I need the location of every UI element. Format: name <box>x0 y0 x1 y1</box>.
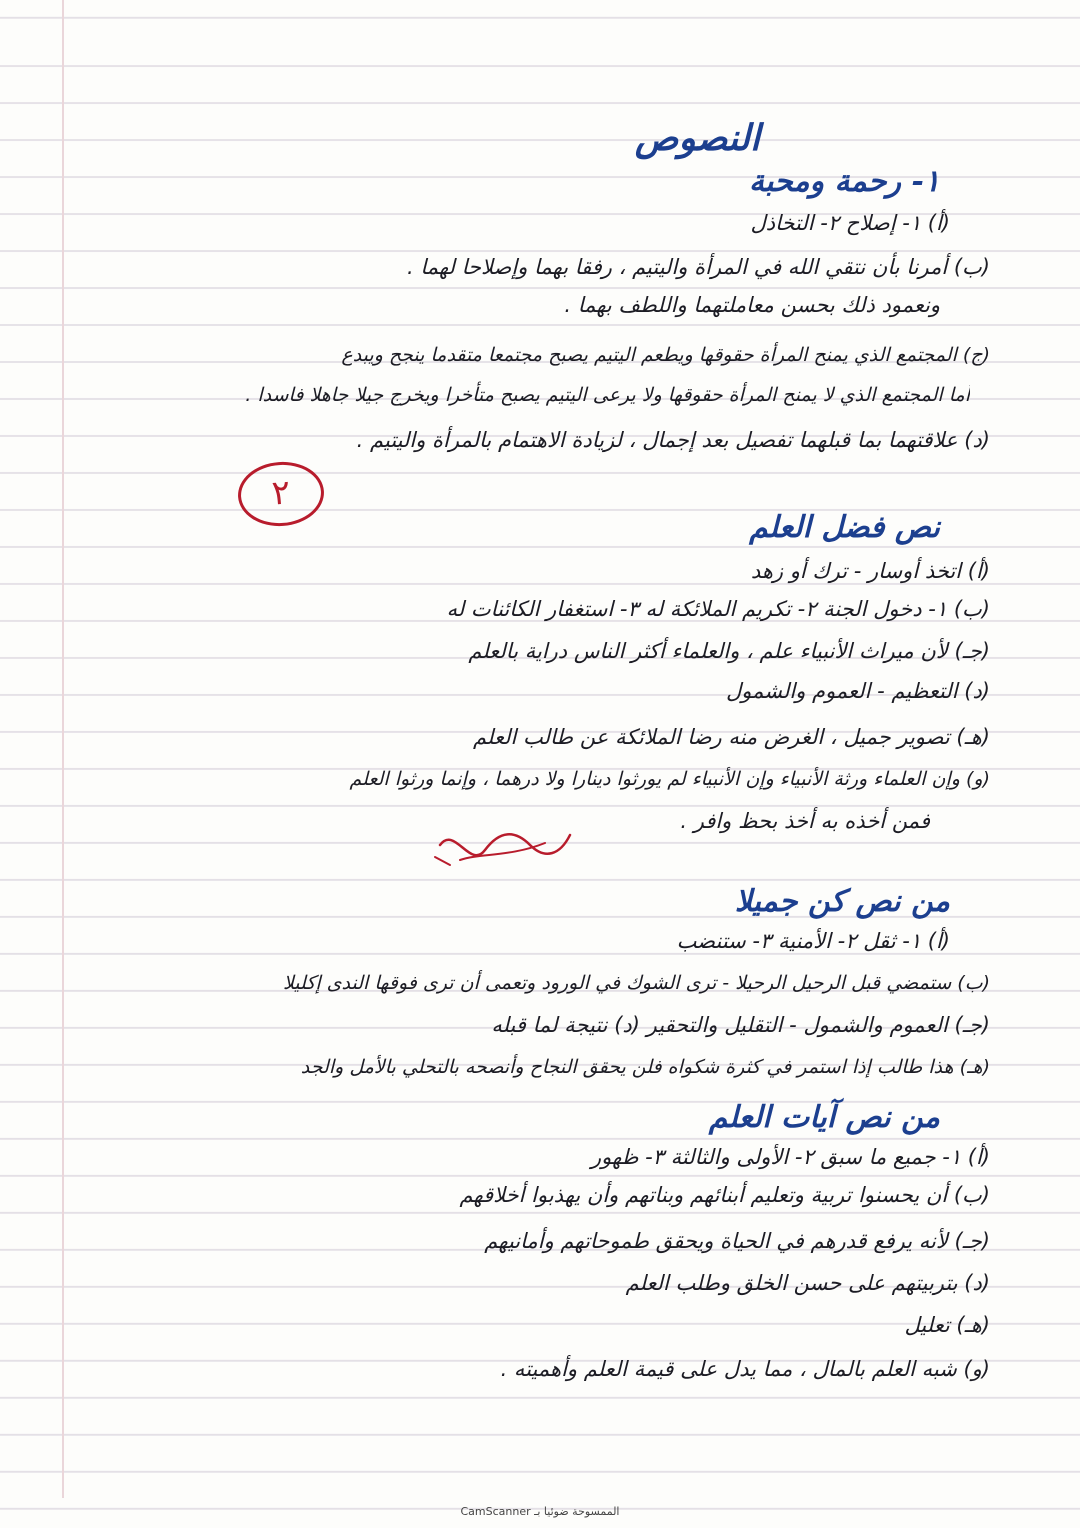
answer-line: ونعمود ذلك بحسن معاملتهما واللطف بهما . <box>564 293 940 317</box>
page-title: النصوص <box>634 117 760 159</box>
answer-line: (ب) ١- دخول الجنة ٢- تكريم الملائكة له ٣- استغفار الكائنات له <box>446 597 990 621</box>
answer-line: (و) شبه العلم بالمال ، مما يدل على قيمة العلم وأهميته . <box>500 1357 990 1381</box>
section-heading-4: من نص آيات العلم <box>708 1100 940 1135</box>
section-heading-1: ١- رحمة ومحبة <box>749 164 940 199</box>
answer-line: (ب) أمرنا بأن نتقي الله في المرأة واليتيم ، رفقا بهما وإصلاحا لهما . <box>406 255 990 279</box>
answer-line: (د) التعظيم - العموم والشمول <box>726 679 990 703</box>
answer-line: (أ) اتخذ أوسار - ترك أو زهد <box>750 559 990 583</box>
answer-line: (ب) ستمضي قبل الرحيل الرحيلا - ترى الشوك في الورود وتعمى أن ترى فوقها الندى إكليلا <box>282 972 990 994</box>
section-heading-3: من نص كن جميلا <box>734 884 950 919</box>
circled-number: ٢ <box>236 459 326 529</box>
answer-line: (ب) أن يحسنوا تربية وتعليم أبنائهم وبناتهم وأن يهذبوا أخلاقهم <box>459 1183 990 1207</box>
answer-line: (أ) ١- جميع ما سبق ٢- الأولى والثالثة ٣- ظهور <box>591 1145 990 1169</box>
scanner-footer: الممسوحة ضوئيا بـ CamScanner <box>460 1505 620 1518</box>
answer-line: أما المجتمع الذي لا يمنح المرأة حقوقها ولا يرعى اليتيم يصبح متأخرا ويخرج جيلا جاهلا فاسدا . <box>245 384 970 406</box>
answer-line: (هـ) تصوير جميل ، الغرض منه رضا الملائكة عن طالب العلم <box>473 725 990 749</box>
answer-line: (جـ) لأن ميراث الأنبياء علم ، والعلماء أكثر الناس دراية بالعلم <box>468 639 990 663</box>
answer-line: فمن أخذه به أخذ بحظ وافر . <box>680 809 930 833</box>
margin-line <box>62 0 64 1498</box>
answer-line: (أ) ١- إصلاح ٢- التخاذل <box>750 211 950 235</box>
section-heading-2: نص فضل العلم <box>749 510 940 545</box>
answer-line: (د) علاقتهما بما قبلهما تفصيل بعد إجمال ، لزيادة الاهتمام بالمرأة واليتيم . <box>356 428 990 452</box>
answer-line: (ج) المجتمع الذي يمنح المرأة حقوقها ويطعم اليتيم يصبح مجتمعا متقدما ينجح ويبدع <box>341 344 990 366</box>
answer-line: (د) بتربيتهم على حسن الخلق وطلب العلم <box>625 1271 990 1295</box>
answer-line: (هـ) هذا طالب إذا استمر في كثرة شكواه فلن يحقق النجاح وأنصحه بالتحلي بالأمل والجد <box>300 1056 990 1078</box>
answer-line: (جـ) العموم والشمول - التقليل والتحقير (د) نتيجة لما قبله <box>491 1013 990 1037</box>
answer-line: (جـ) لأنه يرفع قدرهم في الحياة ويحقق طموحاتهم وأمانيهم <box>484 1229 990 1253</box>
signature <box>420 815 580 875</box>
answer-line: (أ) ١- ثقل ٢- الأمنية ٣- ستنضب <box>676 929 950 953</box>
answer-line: (و) وإن العلماء ورثة الأنبياء وإن الأنبياء لم يورثوا دينارا ولا درهما ، وإنما ورثوا العلم <box>349 768 990 790</box>
answer-line: (هـ) تعليل <box>904 1313 990 1337</box>
